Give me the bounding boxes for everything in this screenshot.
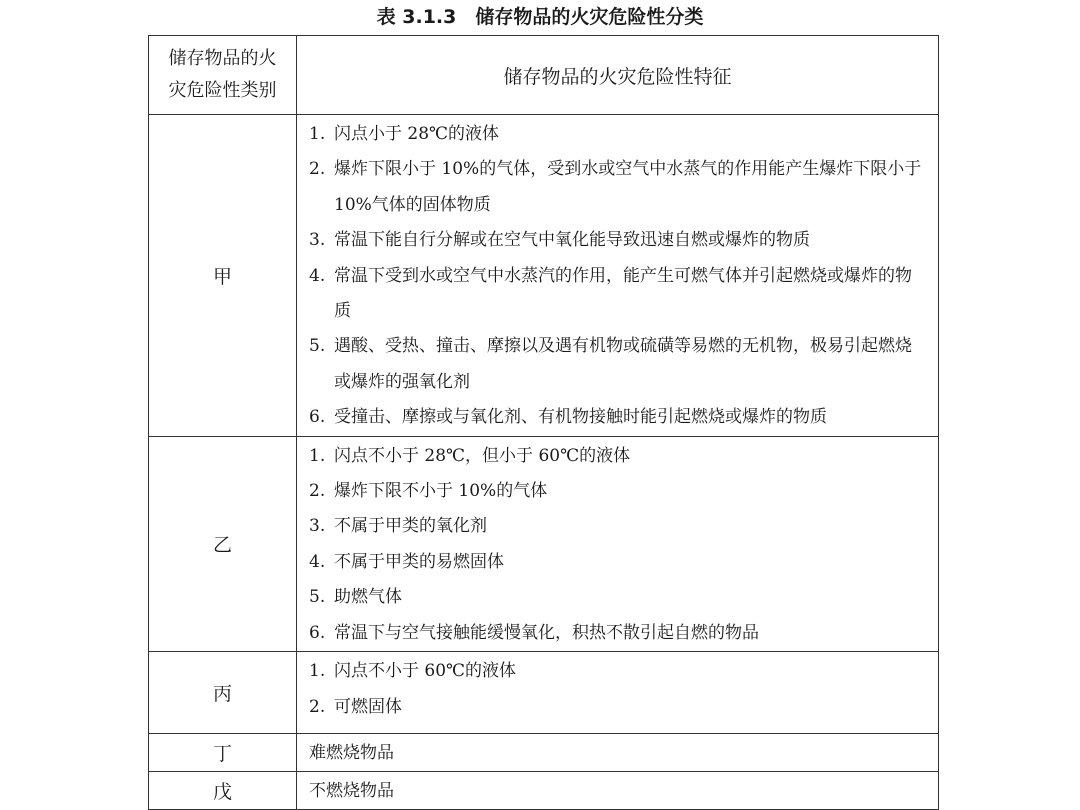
list-item <box>309 616 928 651</box>
item-number: 4. <box>309 265 326 286</box>
item-text: 受撞击、摩擦或与氧化剂、有机物接触时能引起燃烧或爆炸的物质 <box>334 407 827 428</box>
header-category-line-1: 储存物品的火 <box>168 48 277 69</box>
item-text: 不属于甲类的氧化剂 <box>334 516 487 537</box>
list-item <box>309 439 928 474</box>
hazard-classification-table <box>148 35 939 810</box>
item-number: 1. <box>309 661 326 682</box>
list-item <box>309 152 928 223</box>
item-text: 爆炸下限小于 10%的气体，受到水或空气中水蒸气的作用能产生爆炸下限小于 10%气体的固体物质 <box>334 159 922 215</box>
header-category-line-2: 灾危险性类别 <box>168 80 277 101</box>
class-label-jia: 甲 <box>149 115 297 437</box>
item-number: 2. <box>309 481 326 502</box>
table-row-yi <box>149 436 939 651</box>
table-caption: 表 3.1.3 储存物品的火灾危险性分类 <box>376 6 704 28</box>
item-number: 2. <box>309 696 326 717</box>
item-number: 3. <box>309 230 326 251</box>
class-label-ding: 丁 <box>149 734 297 772</box>
feature-text-wu: 不燃烧物品 <box>297 772 939 810</box>
item-number: 6. <box>309 622 326 643</box>
item-number: 4. <box>309 551 326 572</box>
table-row-ding <box>149 734 939 772</box>
item-number: 5. <box>309 336 326 357</box>
item-text: 爆炸下限不小于 10%的气体 <box>334 481 548 502</box>
table-row-bing <box>149 652 939 734</box>
table-row-jia <box>149 115 939 437</box>
table-row-wu <box>149 772 939 810</box>
feature-list-jia <box>297 115 939 437</box>
item-number: 1. <box>309 124 326 144</box>
header-feature-cell: 储存物品的火灾危险性特征 <box>297 36 939 115</box>
list-item <box>309 223 928 258</box>
list-item <box>309 474 928 509</box>
class-label-yi: 乙 <box>149 436 297 651</box>
item-text: 闪点不小于 28℃，但小于 60℃的液体 <box>334 445 631 466</box>
item-number: 3. <box>309 516 326 537</box>
item-text: 助燃气体 <box>334 587 402 608</box>
item-text: 遇酸、受热、撞击、摩擦以及遇有机物或硫磺等易燃的无机物，极易引起燃烧或爆炸的强氧化剂 <box>334 336 912 392</box>
list-item <box>309 329 928 400</box>
feature-list-bing <box>297 652 939 734</box>
table-header-row <box>149 36 939 115</box>
list-item <box>309 259 928 330</box>
feature-list-yi <box>297 436 939 651</box>
list-item <box>309 509 928 544</box>
class-label-wu: 戊 <box>149 772 297 810</box>
list-item <box>309 690 928 725</box>
item-text: 常温下受到水或空气中水蒸汽的作用，能产生可燃气体并引起燃烧或爆炸的物质 <box>334 265 912 322</box>
item-text: 常温下能自行分解或在空气中氧化能导致迅速自燃或爆炸的物质 <box>334 230 810 251</box>
feature-text-ding: 难燃烧物品 <box>297 734 939 772</box>
item-text: 不属于甲类的易燃固体 <box>334 551 504 572</box>
item-number: 5. <box>309 587 326 608</box>
header-category-cell <box>149 36 297 115</box>
item-number: 6. <box>309 407 326 428</box>
item-text: 可燃固体 <box>334 696 402 717</box>
item-number: 1. <box>309 445 326 466</box>
item-text: 闪点小于 28℃的液体 <box>334 124 500 144</box>
item-number: 2. <box>309 159 326 180</box>
list-item <box>309 654 928 689</box>
item-text: 常温下与空气接触能缓慢氧化，积热不散引起自燃的物品 <box>334 622 759 643</box>
list-item <box>309 545 928 580</box>
item-text: 闪点不小于 60℃的液体 <box>334 661 517 682</box>
list-item <box>309 117 928 152</box>
list-item <box>309 580 928 615</box>
list-item <box>309 400 928 435</box>
class-label-bing: 丙 <box>149 652 297 734</box>
